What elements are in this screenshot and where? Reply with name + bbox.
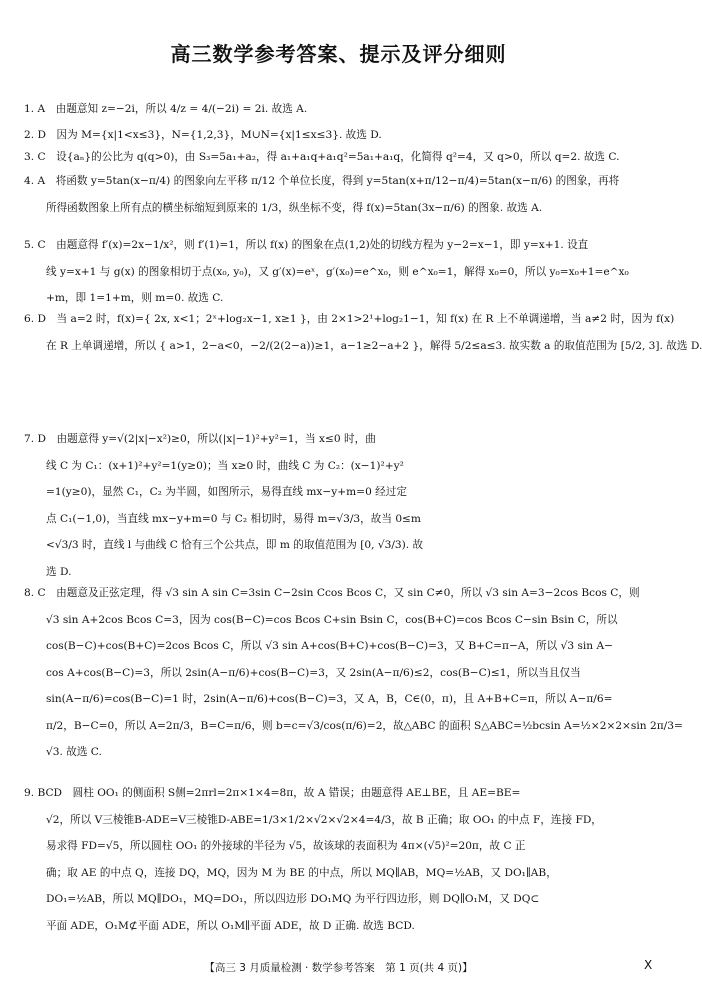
question-8-answer [24,580,683,766]
answer-line: sin(A−π/6)=cos(B−C)=1 时，2sin(A−π/6)+cos(B−C)=3，又 A，B，C∈(0，π)，且 A+B+C=π，所以 A−π/6= [46,693,613,705]
answer-line: 3. C 设{aₙ}的公比为 q(q>0)，由 S₃=5a₁+a₂，得 a₁+a₁q+a₁q²=5a₁+a₁q，化简得 q²=4，又 q>0，所以 q=2. 故选 C. [24,151,620,163]
page-footer: 【高三 3 月质量检测 · 数学参考答案 第 1 页(共 4 页)】 [204,962,473,974]
footer-mark: X [644,958,653,972]
answer-line: 7. D 由题意得 y=√(2|x|−x²)≥0，所以(|x|−1)²+y²=1，当 x≤0 时，曲 [24,433,376,445]
answer-line: 9. BCD 圆柱 OO₁ 的侧面积 S侧=2πrl=2π×1×4=8π，故 A 错误；由题意得 AE⊥BE，且 AE=BE= [24,787,521,799]
answer-line: 点 C₁(−1,0)，当直线 mx−y+m=0 与 C₂ 相切时，易得 m=√3/3，故当 0≤m [46,512,421,525]
answer-line: cos A+cos(B−C)=3，所以 2sin(A−π/6)+cos(B−C)=3，又 2sin(A−π/6)≤2，cos(B−C)≤1，所以当且仅当 [46,666,581,679]
answer-line: 2. D 因为 M={x|1<x≤3}，N={1,2,3}，M∪N={x|1≤x≤3}. 故选 D. [24,129,382,141]
question-7-answer [24,426,654,585]
answer-line: DO₁=½AB，所以 MQ∥DO₁，MQ=DO₁，所以四边形 DO₁MQ 为平行四边形，则 DQ∥O₁M，又 DQ⊂ [46,893,540,905]
answer-line: 5. C 由题意得 f′(x)=2x−1/x²，则 f′(1)=1，所以 f(x) 的图象在点(1,2)处的切线方程为 y−2=x−1，即 y=x+1. 设直 [24,239,589,251]
answer-line: √2，所以 V三棱锥B-ADE=V三棱锥D-ABE=1/3×1/2×√2×√2×4=4/3，故 B 正确；取 OO₁ 的中点 F，连接 FD， [46,813,602,826]
answer-line: +m，即 1=1+m，则 m=0. 故选 C. [46,292,224,304]
answer-line: π/2，B−C=0，所以 A=2π/3，B=C=π/6，则 b=c=√3/cos(π/6)=2，故△ABC 的面积 S△ABC=½bcsin A=½×2×2×sin 2π/3= [46,719,683,732]
question-5-answer [24,232,654,312]
answer-line: <√3/3 时，直线 l 与曲线 C 恰有三个公共点，即 m 的取值范围为 [0, √3/3). 故 [46,539,424,551]
answer-line: 确；取 AE 的中点 Q，连接 DQ，MQ，因为 M 为 BE 的中点，所以 MQ∥AB，MQ=½AB，又 DO₁∥AB， [46,866,557,879]
answer-line: 1. A 由题意知 z=−2i，所以 4/z = 4/(−2i) = 2i. 故选 A. [24,103,308,115]
answer-line: √3. 故选 C. [46,746,102,758]
answer-line: 8. C 由题意及正弦定理，得 √3 sin A sin C=3sin C−2sin Ccos Bcos C，又 sin C≠0，所以 √3 sin A=3−2cos Bcos C，则 [24,587,640,599]
answer-line: =1(y≥0)，显然 C₁，C₂ 为半圆，如图所示，易得直线 mx−y+m=0 经过定 [46,486,407,498]
question-9-answer [24,780,654,939]
answer-line: √3 sin A+2cos Bcos C=3，因为 cos(B−C)=cos Bcos C+sin Bsin C，cos(B+C)=cos Bcos C−sin Bsin C，所以 [46,613,618,626]
answer-line: 选 D. [46,565,72,578]
answer-line: 所得函数图象上所有点的横坐标缩短到原来的 1/3，纵坐标不变，得 f(x)=5tan(3x−π/6) 的图象. 故选 A. [46,201,543,214]
answer-line: 平面 ADE，O₁M⊄平面 ADE，所以 O₁M∥平面 ADE，故 D 正确. 故选 BCD. [46,919,415,932]
question-1-answer [24,96,654,123]
page-title: 高三数学参考答案、提示及评分细则 [170,42,507,66]
question-4-answer [24,168,654,221]
answer-line: 线 C 为 C₁：(x+1)²+y²=1(y≥0)；当 x≥0 时，曲线 C 为 C₂：(x−1)²+y² [46,459,404,472]
answer-line: 6. D 当 a=2 时，f(x)={ 2x, x<1；2ˣ+log₂x−1, x≥1 }，由 2×1>2¹+log₂1−1，知 f(x) 在 R 上不单调递增，当 a≠2 时，因为 f(x) [24,313,675,325]
answer-line: 4. A 将函数 y=5tan(x−π/4) 的图象向左平移 π/12 个单位长度，得到 y=5tan(x+π/12−π/4)=5tan(x−π/6) 的图象，再将 [24,175,620,187]
question-3-answer [24,144,654,171]
answer-line: 线 y=x+1 与 g(x) 的图象相切于点(x₀, y₀)，又 g′(x)=eˣ，g′(x₀)=e^x₀，则 e^x₀=1，解得 x₀=0，所以 y₀=x₀+1=e^x₀ [46,265,629,278]
answer-line: 易求得 FD=√5，所以圆柱 OO₁ 的外接球的半径为 √5，故该球的表面积为 4π×(√5)²=20π，故 C 正 [46,840,526,852]
question-6-answer [24,306,702,359]
answer-line: cos(B−C)+cos(B+C)=2cos Bcos C，所以 √3 sin A+cos(B+C)+cos(B−C)=3，又 B+C=π−A，所以 √3 sin A− [46,640,614,652]
answer-line: 在 R 上单调递增，所以 { a>1，2−a<0，−2/(2(2−a))≥1，a−1≥2−a+2 }，解得 5/2≤a≤3. 故实数 a 的取值范围为 [5/2, 3]. 故选 D. [46,339,702,352]
